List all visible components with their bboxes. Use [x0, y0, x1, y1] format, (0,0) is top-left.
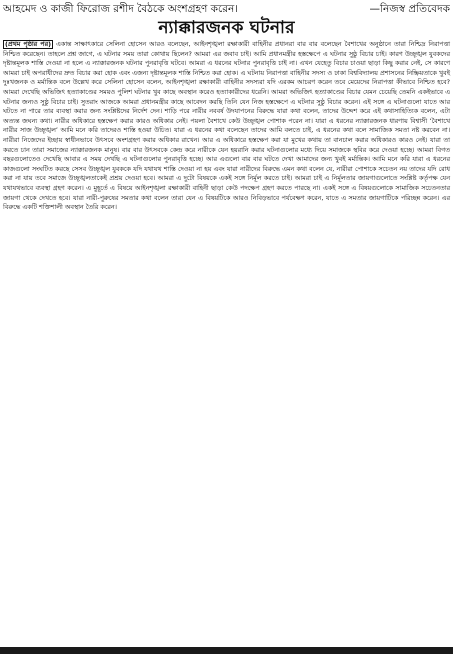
- article-body-text: একান্ত সাক্ষাৎকারে সেলিনা হোসেন আরও বলেছেন, আইনশৃঙ্খলা রক্ষাকারী বাহিনীর প্রধানরা বার বার বলেছেন বৈশাখের অনুষ্ঠানে তারা নিশ্চিদ্র নিরাপত্তা নিশ্চিত করেছেন। তাহলে প্রশ্ন জাগে, এ ঘটনার সময় তারা কোথায় ছিলেন? আমরা এর জবাব চাই। আমি প্রধানমন্ত্রীর হস্তক্ষেপে এ ঘটনার সুষ্ঠু বিচার চাই। কারণ উচ্ছৃঙ্খল যুবকদের দৃষ্টান্তমূলক শাস্তি দেওয়া না হলে এ ন্যাক্কারজনক ঘটনার পুনরাবৃত্তি ঘটবে। আমরা এ ধরনের ঘটনার পুনরাবৃত্তি চাই না। এখন যেহেতু বিচার চাওয়া ছাড়া কিছু করার নেই, সে কারণে আমরা চাই অপরাধীদের দ্রুত বিচার করা হোক এবং এজন্য দৃষ্টান্তমূলক শাস্তি নিশ্চিত করা হোক। এ ঘটনায় নিরাপত্তা বাহিনীর সদস্য ও ঢাকা বিশ্ববিদ্যালয় প্রশাসনের নিষ্ক্রিয়তাকে খুবই দুঃখজনক ও মর্মান্তিক বলে উল্লেখ করে সেলিনা হোসেন বলেন, আইনশৃঙ্খলা রক্ষাকারী বাহিনীর সদস্যরা যদি এরকম আচরণ করেন তবে মেয়েদের নিরাপত্তা কীভাবে নিশ্চিত হবে? আমরা দেখেছি অভিজিৎ হত্যাকাণ্ডের সময়ও পুলিশ ঘটনার খুব কাছে অবস্থান করেও হত্যাকারীদের ধরেনি। আমরা অভিজিৎ হত্যাকাণ্ডের বিচার যেমন চেয়েছি তেমনি একইভাবে এ ঘটনার জন্যও সুষ্ঠু বিচার চাই। সুতরাং আজকে আমরা প্রধানমন্ত্রীর কাছে আবেদন করছি তিনি যেন নিজ হস্তক্ষেপে এ ঘটনার সুষ্ঠু বিচার করেন। এই সঙ্গে এ ঘটনাগুলো যাতে আর ঘটতে না পারে তার ব্যবস্থা করার জন্য সংশ্লিষ্টদের নির্দেশ দেন। শাড়ি পরে নারীর নববর্ষ উদযাপনের বিরুদ্ধে যারা কথা বলেন, তাদের উদ্দেশ করে এই কথাসাহিত্যিক বলেন, এটা অত্যন্ত জঘন্য কথা। নারীর অধিকারে হস্তক্ষেপ করার কারও অধিকার নেই। পয়লা বৈশাখে কেউ উচ্ছৃঙ্খল পোশাক পরেন না। যারা এ ধরনের ন্যাক্কারজনক ধারণায় বিশ্বাসী ‘বৈশাখে নারীর সাজ উচ্ছৃঙ্খল’ আমি মনে করি তাদেরও শাস্তি হওয়া উচিত। যারা এ ধরনের কথা বলেছেন তাদের আমি বলতে চাই, এ ধরনের কথা বলে সামাজিক সমতা নষ্ট করবেন না। নারীরা নিজেদের ইচ্ছায় স্বাধীনভাবে উৎসবে অংশগ্রহণ করার অধিকার রাখেন। আর এ অধিকারে হস্তক্ষেপ করা যা মুখের কথায় তা বানচাল করার অধিকারও কারও নেই। যারা তা করতে চান তারা সমাজের ন্যাক্কারজনক মানুষ। বার বার উৎসবকে কেন্দ্র করে নারীকে যেন হয়রানি করার ঘটনাগুলোর মধ্যে দিয়ে সমাজকে স্থবির করে দেওয়া হচ্ছে। আমরা বিগত বছরগুলোতেও দেখেছি আবার এ সময় দেখছি এ ঘটনাগুলোর পুনরাবৃত্তি হচ্ছে। আর এগুলো বার বার ঘটতে দেখা আমাদের জন্য খুবই মর্মান্তিক। আমি মনে করি যারা এ ধরনের কাজগুলো সংঘটিত করছে সেসব উচ্ছৃঙ্খল যুবককে যদি যথাযথ শাস্তি দেওয়া না হয় এবং যারা নারীদের বিরুদ্ধে এমন কথা বলেন যে, নারীরা পোশাকে সচেতন নয় তাদের যদি রোধ করা না যায় তবে সমাজে উচ্ছৃঙ্খলতাকেই প্রশ্রয় দেওয়া হবে। আমরা এ দুটো বিষয়কে একই সঙ্গে নির্মূল করতে চাই। আমরা চাই এ নির্মূলতার জায়গাগুলোতে সংশ্লিষ্ট কর্তৃপক্ষ যেন যথাযথভাবে ব্যবস্থা গ্রহণ করেন। এ মুহূর্তে এ বিষয়ে আইনশৃঙ্খলা রক্ষাকারী বাহিনী ছাড়া কেউ পদক্ষেপ গ্রহণ করতে পারছে না। একই সঙ্গে এ বিষয়গুলোকে সামাজিক সচেতনতার জায়গা থেকে দেখতে হবে। যারা নারী-পুরুষের সমতার কথা বলেন তারা যেন এ বিষয়টিকে আরও নিবিড়ভাবে পর্যবেক্ষণ করেন, যাতে এ সমতার জায়গাটিকে পরিচ্ছন্ন করেন। এর বিরুদ্ধে একটি শক্তিশালী অবস্থান তৈরি করেন।: [3, 41, 450, 212]
- article-headline: ন্যাক্কারজনক ঘটনার: [158, 18, 295, 38]
- previous-article-tail: [3, 2, 450, 16]
- bottom-border-band: [0, 647, 453, 654]
- article-body: [3, 40, 450, 213]
- byline: —নিজস্ব প্রতিবেদক: [369, 3, 450, 15]
- previous-article-last-line: আহমেদ ও কাজী ফিরোজ রশীদ বৈঠকে অংশগ্রহণ করেন।: [3, 3, 239, 15]
- continued-from-page-label: (প্রথম পৃষ্ঠার পর): [5, 41, 51, 48]
